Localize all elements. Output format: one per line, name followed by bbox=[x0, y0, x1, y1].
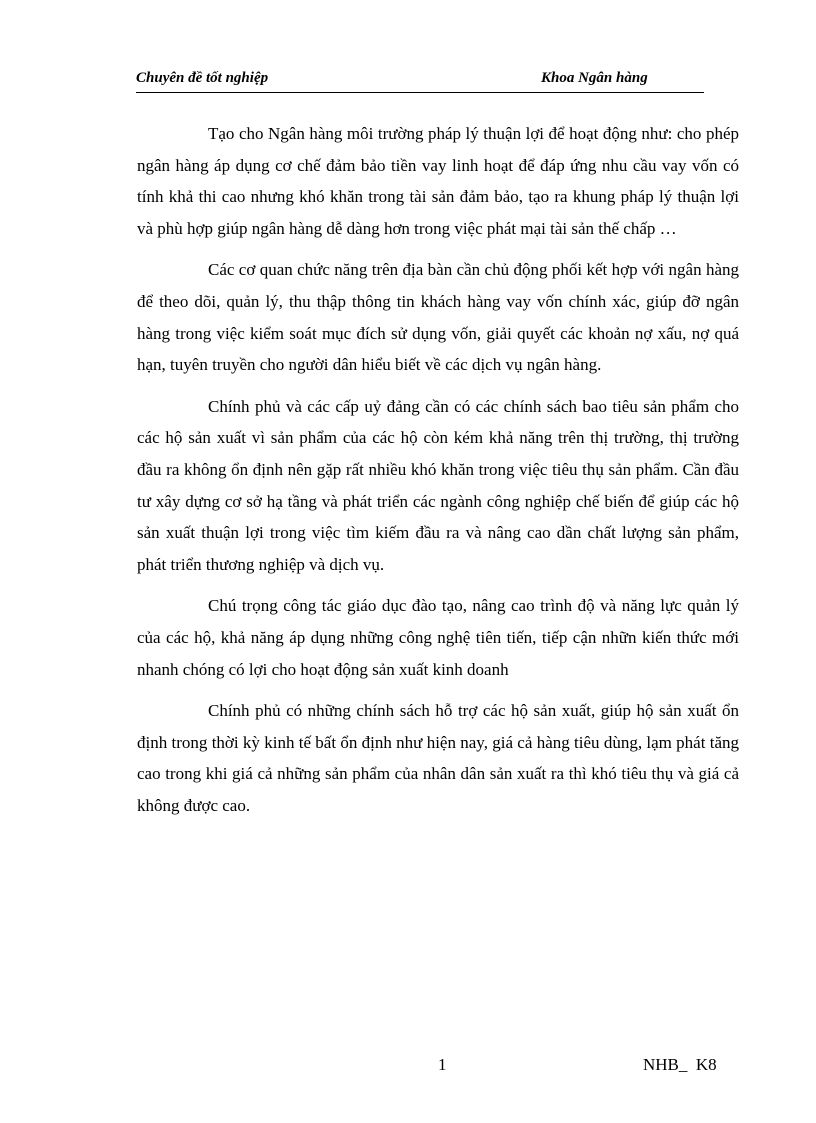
page-header bbox=[136, 68, 704, 93]
paragraph: Các cơ quan chức năng trên địa bàn cần chủ động phối kết hợp với ngân hàng để theo dõi, quản lý, thu thập thông tin khách hàng vay vốn chính xác, giúp đỡ ngân hàng trong việc kiểm soát mục đích sử dụng vốn, giải quyết các khoản nợ xấu, nợ quá hạn, tuyên truyền cho người dân hiểu biết về các dịch vụ ngân hàng. bbox=[137, 260, 739, 375]
header-department: Khoa Ngân hàng bbox=[541, 70, 648, 86]
paragraph: Chính phủ và các cấp uỷ đảng cần có các chính sách bao tiêu sản phẩm cho các hộ sản xuất vì sản phẩm của các hộ còn kém khả năng trên thị trường, thị trường đầu ra không ổn định nên gặp rất nhiều khó khăn trong việc tiêu thụ sản phẩm. Cần đầu tư xây dựng cơ sở hạ tầng và phát triển các ngành công nghiệp chế biến để giúp các hộ sản xuất thuận lợi trong việc tìm kiếm đầu ra và nâng cao dần chất lượng sản phẩm, phát triển thương nghiệp và dịch vụ. bbox=[137, 396, 739, 574]
footer-code: NHB_ K8 bbox=[643, 1055, 717, 1074]
header-title: Chuyên đề tốt nghiệp bbox=[136, 70, 269, 86]
paragraph: Chú trọng công tác giáo dục đào tạo, nâng cao trình độ và năng lực quản lý của các hộ, khả năng áp dụng những công nghệ tiên tiến, tiếp cận nhữn kiến thức mới nhanh chóng có lợi cho hoạt động sản xuất kinh doanh bbox=[137, 596, 739, 679]
paragraph: Tạo cho Ngân hàng môi trường pháp lý thuận lợi để hoạt động như: cho phép ngân hàng áp dụng cơ chế đảm bảo tiền vay linh hoạt để đáp ứng nhu cầu vay vốn có tính khả thi cao nhưng khó khăn trong tài sản đảm bảo, tạo ra khung pháp lý thuận lợi và phù hợp giúp ngân hàng dễ dàng hơn trong việc phát mại tài sản thế chấp … bbox=[137, 124, 739, 238]
page-number: 1 bbox=[438, 1055, 447, 1074]
body-text bbox=[137, 118, 739, 831]
paragraph: Chính phủ có những chính sách hỗ trợ các hộ sản xuất, giúp hộ sản xuất ổn định trong thời kỳ kinh tế bất ổn định như hiện nay, giá cả hàng tiêu dùng, lạm phát tăng cao trong khi giá cả những sản phẩm của nhân dân sản xuất ra thì khó tiêu thụ và giá cả không được cao. bbox=[137, 701, 739, 815]
